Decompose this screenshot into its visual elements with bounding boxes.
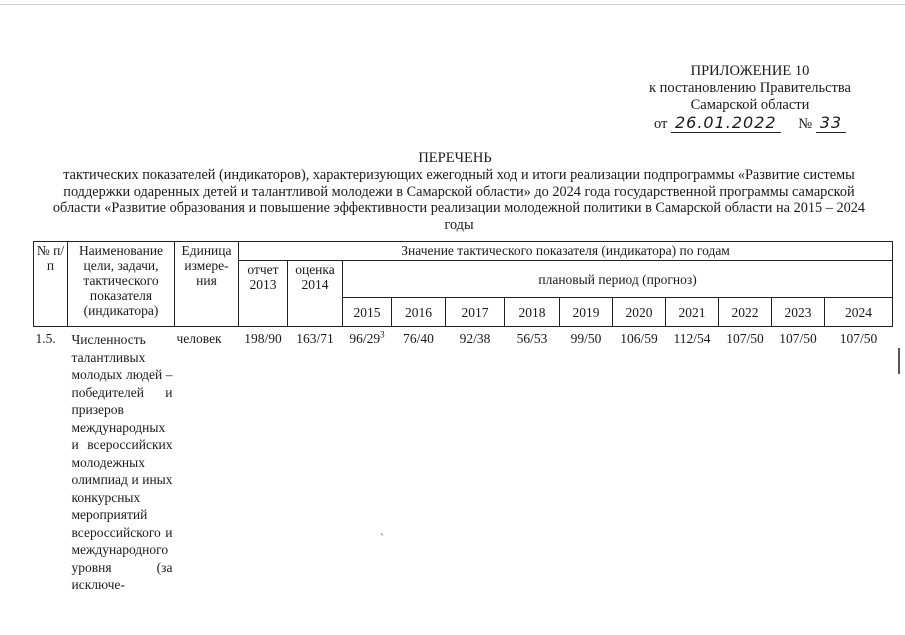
value-2015-text: 96/29 bbox=[349, 331, 381, 346]
appendix-region: Самарской области bbox=[690, 97, 810, 113]
row-num: 1.5. bbox=[35, 331, 56, 346]
header-year: 2017 bbox=[446, 298, 505, 327]
header-plan-group: плановый период (прогноз) bbox=[343, 261, 893, 298]
row-value-2023: 107/50 bbox=[779, 331, 817, 346]
table-row bbox=[34, 327, 893, 594]
header-name: Наименование цели, задачи, тактического показателя (индикатора) bbox=[68, 242, 175, 327]
header-unit: Единица измере-ния bbox=[175, 242, 239, 327]
header-year: 2020 bbox=[613, 298, 666, 327]
page-top-border bbox=[0, 4, 905, 5]
row-report-2013: 198/90 bbox=[244, 331, 282, 346]
header-year: 2024 bbox=[825, 298, 893, 327]
row-value-2016: 76/40 bbox=[403, 331, 434, 346]
header-year: 2018 bbox=[505, 298, 560, 327]
row-value-2017: 92/38 bbox=[459, 331, 491, 346]
row-value-2019: 99/50 bbox=[570, 331, 602, 346]
row-value-2024: 107/50 bbox=[839, 331, 878, 346]
appendix-block bbox=[640, 63, 860, 133]
footnote-marker: 3 bbox=[380, 329, 385, 340]
appendix-resolution: к постановлению Правительства bbox=[649, 80, 851, 96]
handwritten-number: 33 bbox=[816, 113, 846, 133]
row-name: Численность талантливых молодых людей – победителей и призеров международных и всероссийских молодежных олимпиад и иных конкурсных мероприятий всероссийского и международного уровня (за исключе- bbox=[71, 332, 173, 592]
header-values-group: Значение тактического показателя (индикатора) по годам bbox=[239, 242, 893, 261]
margin-mark bbox=[898, 348, 900, 374]
document-title: ПЕРЕЧЕНЬ bbox=[418, 150, 492, 166]
from-label: от bbox=[653, 116, 668, 132]
row-value-2020: 106/59 bbox=[620, 331, 658, 346]
row-estimate-2014: 163/71 bbox=[296, 331, 334, 346]
row-value-2021: 112/54 bbox=[673, 331, 711, 346]
header-estimate-2014: оценка 2014 bbox=[288, 261, 343, 327]
row-value-2022: 107/50 bbox=[726, 331, 764, 346]
header-num: № п/п bbox=[34, 242, 68, 327]
header-year: 2023 bbox=[772, 298, 825, 327]
header-year: 2022 bbox=[719, 298, 772, 327]
number-label: № bbox=[798, 116, 813, 132]
header-year: 2019 bbox=[560, 298, 613, 327]
indicators-table bbox=[33, 241, 893, 594]
header-year: 2016 bbox=[392, 298, 446, 327]
document-subtitle: тактических показателей (индикаторов), характеризующих ежегодный ход и итоги реализации подпрограммы «Развитие системы поддержки одаренных детей и талантливой молодежи в Самарской области» до 2024 года государственной программы самарской области «Развитие образования и повышение эффективности реализации молодежной политики в Самарской области на 2015 – 2024 годы bbox=[52, 167, 866, 233]
appendix-date-line bbox=[640, 114, 860, 133]
header-year: 2015 bbox=[343, 298, 392, 327]
header-year: 2021 bbox=[666, 298, 719, 327]
row-value-2018: 56/53 bbox=[516, 331, 548, 346]
handwritten-date: 26.01.2022 bbox=[671, 113, 781, 133]
appendix-title: ПРИЛОЖЕНИЕ 10 bbox=[690, 63, 810, 79]
header-report-2013: отчет 2013 bbox=[239, 261, 288, 327]
row-value-2015 bbox=[343, 327, 392, 594]
scan-speck: ˎ bbox=[380, 522, 384, 536]
row-unit: человек bbox=[176, 331, 222, 346]
